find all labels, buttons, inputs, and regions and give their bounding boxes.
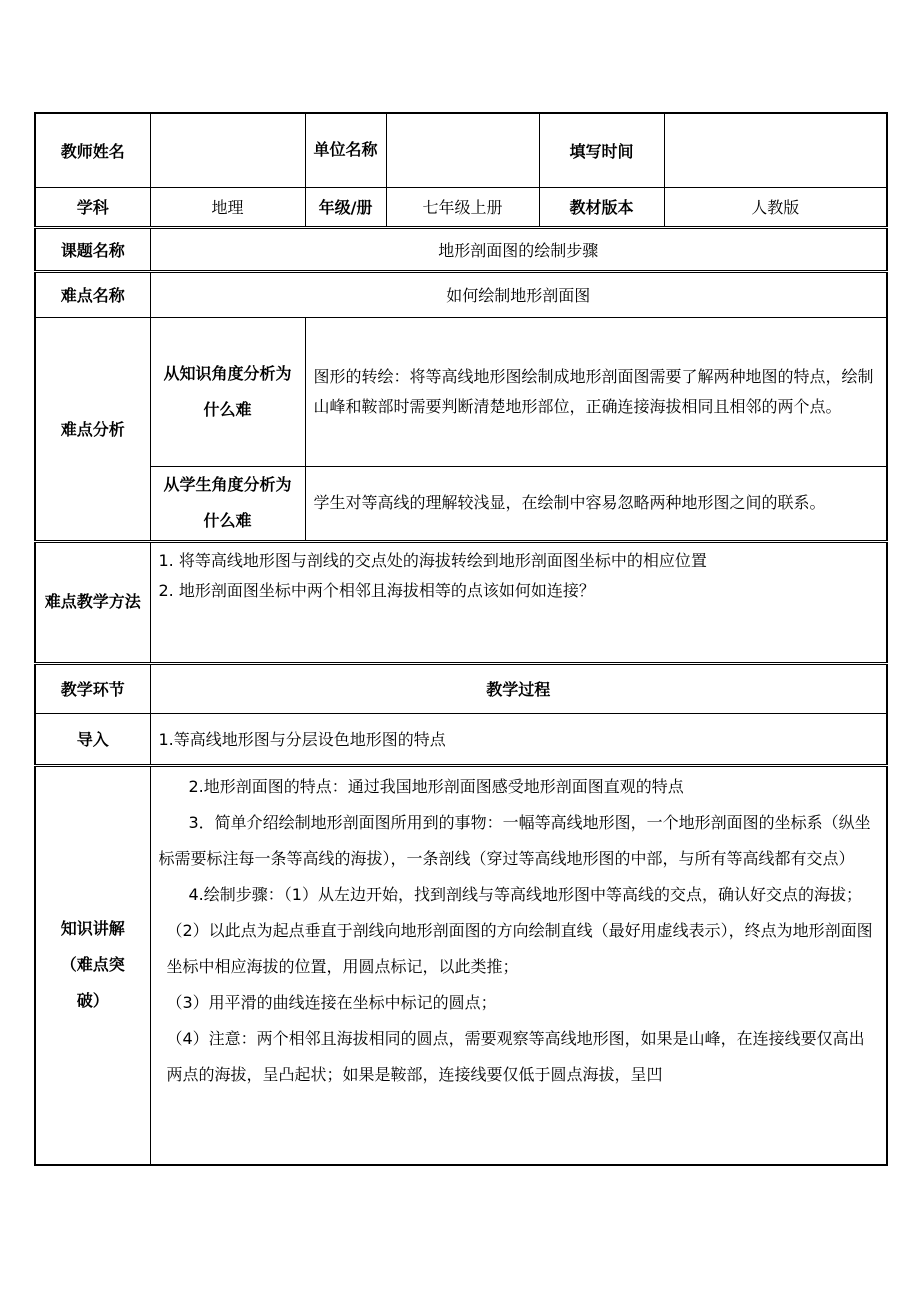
method-label: 难点教学方法 [35,541,150,663]
knowledge-label: 知识讲解（难点突破） [35,765,150,1165]
difficulty-label: 难点名称 [35,271,150,317]
lesson-plan-table [34,112,888,1166]
unit-name-value [386,113,539,187]
method-list [150,541,887,663]
process-header: 教学过程 [150,663,887,713]
knowledge-paragraph: （2）以此点为起点垂直于剖线向地形剖面图的方向绘制直线（最好用虚线表示），终点为地形剖面图坐标中相应海拔的位置，用圆点标记，以此类推； [166,920,873,976]
knowledge-angle-text: 图形的转绘：将等高线地形图绘制成地形剖面图需要了解两种地图的特点，绘制山峰和鞍部时需要判断清楚地形部位，正确连接海拔相同且相邻的两个点。 [305,317,887,466]
knowledge-paragraph: 3．简单介绍绘制地形剖面图所用到的事物：一幅等高线地形图，一个地形剖面图的坐标系（纵坐标需要标注每一条等高线的海拔），一条剖线（穿过等高线地形图的中部，与所有等高线都有交点） [158,812,871,868]
fill-time-label: 填写时间 [539,113,664,187]
knowledge-content [150,765,887,1165]
analysis-label: 难点分析 [35,317,150,541]
student-angle-label: 从学生角度分析为什么难 [150,466,305,541]
knowledge-paragraph: （4）注意：两个相邻且海拔相同的圆点，需要观察等高线地形图，如果是山峰，在连接线要仅高出两点的海拔，呈凸起状；如果是鞍部，连接线要仅低于圆点海拔，呈凹 [166,1028,865,1084]
teacher-name-value [150,113,305,187]
knowledge-paragraph: 2.地形剖面图的特点：通过我国地形剖面图感受地形剖面图直观的特点 [188,776,684,796]
textbook-value: 人教版 [664,187,887,227]
intro-label: 导入 [35,713,150,765]
method-item: 1. 将等高线地形图与剖线的交点处的海拔转绘到地形剖面图坐标中的相应位置 [158,550,707,570]
fill-time-value [664,113,887,187]
student-angle-text: 学生对等高线的理解较浅显，在绘制中容易忽略两种地形图之间的联系。 [305,466,887,541]
knowledge-paragraph: （3）用平滑的曲线连接在坐标中标记的圆点； [166,992,497,1012]
grade-value: 七年级上册 [386,187,539,227]
topic-value: 地形剖面图的绘制步骤 [150,227,887,271]
method-item: 2. 地形剖面图坐标中两个相邻且海拔相等的点该如何如连接？ [158,580,595,600]
knowledge-paragraph: 4.绘制步骤：（1）从左边开始，找到剖线与等高线地形图中等高线的交点，确认好交点的海拔； [188,884,862,904]
difficulty-value: 如何绘制地形剖面图 [150,271,887,317]
unit-name-label: 单位名称 [305,113,386,187]
intro-text: 1.等高线地形图与分层设色地形图的特点 [150,713,887,765]
teacher-name-label: 教师姓名 [35,113,150,187]
topic-label: 课题名称 [35,227,150,271]
subject-value: 地理 [150,187,305,227]
knowledge-angle-label: 从知识角度分析为什么难 [150,317,305,466]
textbook-label: 教材版本 [539,187,664,227]
stage-header: 教学环节 [35,663,150,713]
grade-label: 年级/册 [305,187,386,227]
subject-label: 学科 [35,187,150,227]
